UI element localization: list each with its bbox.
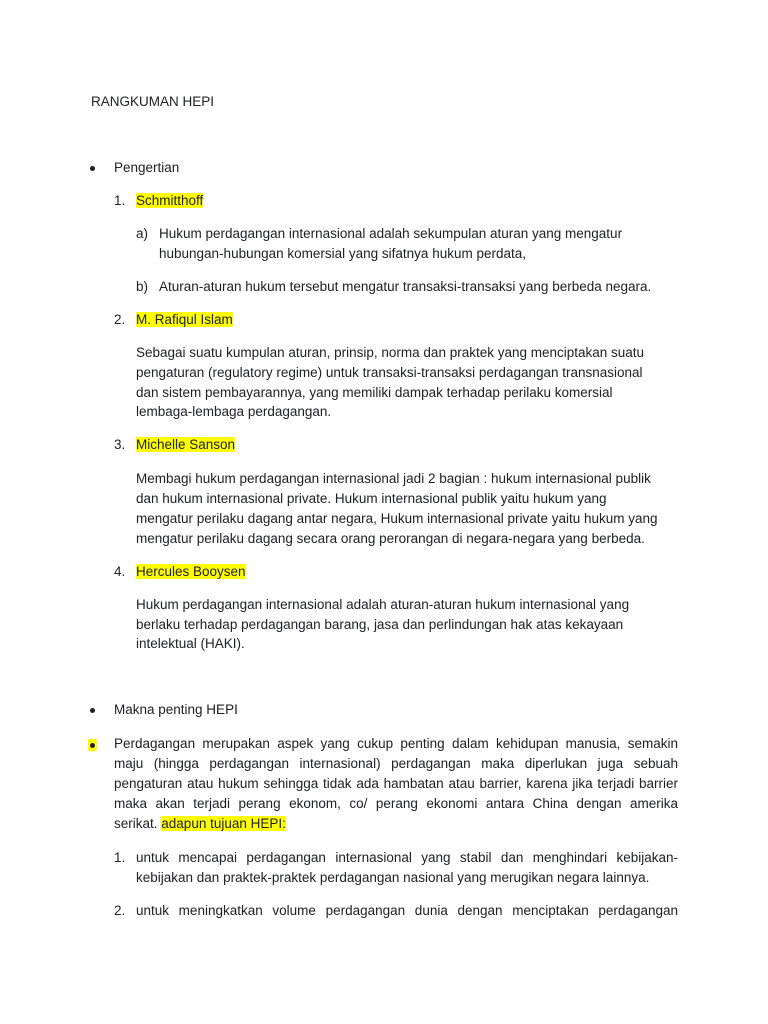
definition-author-name: Michelle Sanson (136, 437, 236, 452)
list-number: 2. (114, 903, 126, 918)
paragraph-text: serikat. (114, 816, 158, 831)
goal-item (136, 848, 678, 888)
definition-text-line: Sebagai suatu kumpulan aturan, prinsip, norma dan praktek yang menciptakan suatu (136, 345, 645, 360)
bullet-icon (90, 708, 95, 713)
definition-text-line: dan sistem pembayarannya, yang memiliki dampak terhadap perilaku komersial (136, 385, 613, 400)
sub-item-letter: b) (136, 279, 149, 294)
list-number: 2. (114, 312, 126, 327)
paragraph-line: Perdagangan merupakan aspek yang cukup penting dalam kehidupan manusia, semakin (114, 736, 678, 751)
definition-text-line: intelektual (HAKI). (136, 636, 245, 651)
definition-author-name: M. Rafiqul Islam (136, 312, 233, 327)
definition-text-line: pengaturan (regulatory regime) untuk transaksi-transaksi perdagangan transnasional (136, 365, 643, 380)
paragraph-line: pengaturan atau hukum sehingga tidak ada hambatan atau barrier, karena jika terjadi barrier (114, 776, 678, 791)
sub-item-text-line: Hukum perdagangan internasional adalah sekumpulan aturan yang mengatur (159, 226, 623, 241)
definition-text-line: lembaga-lembaga perdagangan. (136, 404, 332, 419)
section-heading-pengertian: Pengertian (114, 160, 180, 175)
definition-text-line: mengatur perilaku dagang antar negara, Hukum internasional private yaitu hukum yang (136, 511, 658, 526)
definition-author-name: Hercules Booysen (136, 564, 246, 579)
paragraph-line: maju (hingga perdagangan internasional) perdagangan maka diperlukan juga sebuah (114, 756, 678, 771)
goal-text-line: kebijakan dan praktek-praktek perdagangan nasional yang merugikan negara lainnya. (136, 870, 650, 885)
sub-item-text-line: Aturan-aturan hukum tersebut mengatur transaksi-transaksi yang berbeda negara. (159, 279, 652, 294)
list-number: 3. (114, 437, 126, 452)
definition-text-line: berlaku terhadap perdagangan barang, jasa dan perlindungan hak atas kekayaan (136, 617, 624, 632)
definition-text-line: mengatur perilaku dagang secara orang perorangan di negara-negara yang berbeda. (136, 531, 645, 546)
paragraph (114, 734, 678, 834)
paragraph-last-line (114, 814, 678, 834)
list-number: 1. (114, 850, 126, 865)
paragraph-line: maka akan terjadi perang ekonom, co/ perang ekonomi antara China dengan amerika (114, 796, 678, 811)
sub-item-letter: a) (136, 226, 149, 241)
definition-text-line: Membagi hukum perdagangan internasional jadi 2 bagian : hukum internasional publik (136, 471, 651, 486)
list-number: 4. (114, 564, 126, 579)
bullet-icon (90, 166, 95, 171)
definition-text-line: Hukum perdagangan internasional adalah aturan-aturan hukum internasional yang (136, 597, 630, 612)
goal-item (136, 901, 678, 921)
document-title: RANGKUMAN HEPI (91, 94, 215, 109)
section-heading-makna: Makna penting HEPI (114, 702, 238, 717)
goal-text-line: untuk meningkatkan volume perdagangan dunia dengan menciptakan perdagangan (136, 903, 678, 918)
highlighted-phrase: adapun tujuan HEPI: (161, 816, 286, 831)
definition-text-line: dan hukum internasional private. Hukum internasional publik yaitu hukum yang (136, 491, 607, 506)
list-number: 1. (114, 193, 126, 208)
highlighted-bullet-icon (88, 739, 97, 751)
definition-author-name: Schmitthoff (136, 193, 204, 208)
sub-item-text-line: hubungan-hubungan komersial yang sifatnya hukum perdata, (159, 246, 526, 261)
goal-text-line: untuk mencapai perdagangan internasional yang stabil dan menghindari kebijakan- (136, 850, 678, 865)
